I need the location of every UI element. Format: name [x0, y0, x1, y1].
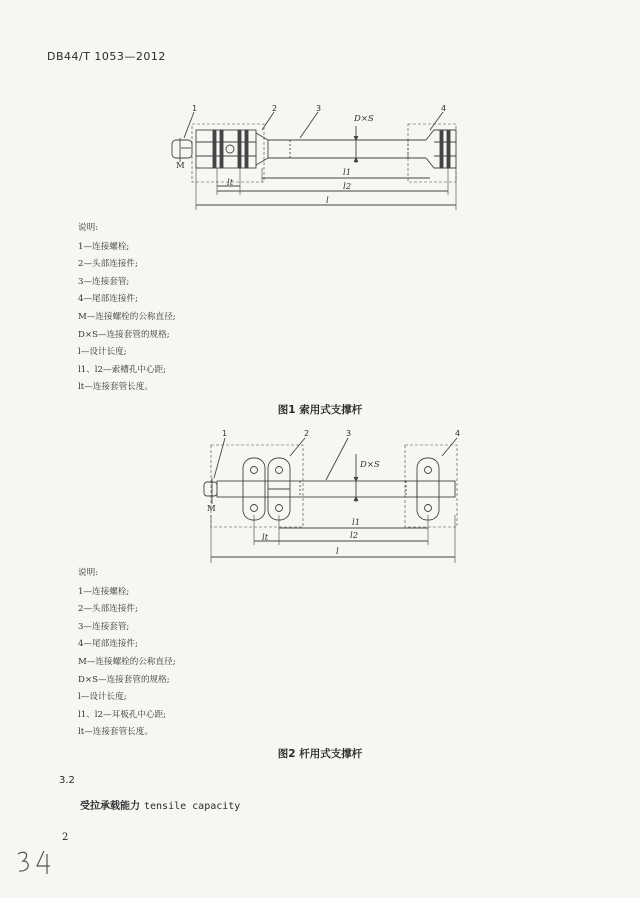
figure1-drawing — [0, 0, 640, 220]
fig2-dim-ds: D×S — [360, 460, 380, 470]
legend-item: l1、l2—耳板孔中心距; — [78, 709, 167, 720]
fig1-dim-lt: lt — [227, 178, 234, 188]
legend-item: l—设计长度; — [78, 692, 127, 703]
legend-item: M—连接螺栓的公称直径; — [78, 311, 176, 322]
legend-title: 说明: — [78, 568, 99, 578]
legend-title: 说明: — [78, 223, 99, 233]
legend-item: 4—尾部连接件; — [78, 294, 138, 305]
fig1-callout-2: 2 — [272, 104, 278, 113]
legend-item: 2—头部连接件; — [78, 259, 138, 270]
page-number: 2 — [62, 832, 69, 843]
section-number: 3.2 — [59, 775, 75, 786]
figure2-drawing — [0, 420, 640, 570]
term-english: tensile capacity — [144, 801, 241, 812]
figure2-caption: 图2 杆用式支撑杆 — [277, 748, 363, 760]
fig1-dim-l: l — [326, 196, 329, 206]
fig2-callout-1: 1 — [222, 429, 228, 438]
legend-item: D×S—连接套管的规格; — [78, 674, 170, 685]
figure2-legend — [78, 565, 176, 742]
legend-item: 1—连接螺栓; — [78, 241, 130, 252]
fig2-dim-m: M — [207, 504, 216, 514]
fig1-dim-ds: D×S — [354, 114, 374, 124]
legend-item: lt—连接套管长度。 — [78, 382, 153, 393]
fig2-dim-l: l — [336, 547, 339, 557]
legend-item: lt—连接套管长度。 — [78, 727, 153, 738]
legend-item: 2—头部连接件; — [78, 604, 138, 615]
fig2-dim-l2: l2 — [350, 531, 359, 541]
handwritten-mark — [14, 848, 64, 882]
fig2-dim-l1: l1 — [352, 518, 361, 528]
legend-item: l1、l2—索槽孔中心距; — [78, 364, 167, 375]
fig1-callout-1: 1 — [192, 104, 198, 113]
legend-item: D×S—连接套管的规格; — [78, 329, 170, 340]
fig2-dim-lt: lt — [262, 533, 269, 543]
fig2-callout-2: 2 — [304, 429, 310, 438]
term-chinese: 受拉承载能力 — [80, 801, 140, 812]
figure1-legend — [78, 220, 176, 397]
fig1-dim-l1: l1 — [343, 168, 352, 178]
fig2-callout-3: 3 — [346, 429, 352, 438]
figure1-caption: 图1 索用式支撑杆 — [277, 404, 363, 416]
fig1-callout-4: 4 — [441, 104, 447, 113]
legend-item: 4—尾部连接件; — [78, 639, 138, 650]
legend-item: 3—连接套管; — [78, 621, 130, 632]
legend-item: M—连接螺栓的公称直径; — [78, 656, 176, 667]
fig1-dim-l2: l2 — [343, 182, 352, 192]
document-code: DB44/T 1053—2012 — [47, 50, 166, 63]
fig1-callout-3: 3 — [316, 104, 322, 113]
fig1-dim-m: M — [176, 161, 185, 171]
fig2-callout-4: 4 — [455, 429, 461, 438]
legend-item: l—设计长度; — [78, 347, 127, 358]
term-heading — [80, 797, 240, 812]
legend-item: 3—连接套管; — [78, 276, 130, 287]
legend-item: 1—连接螺栓; — [78, 586, 130, 597]
